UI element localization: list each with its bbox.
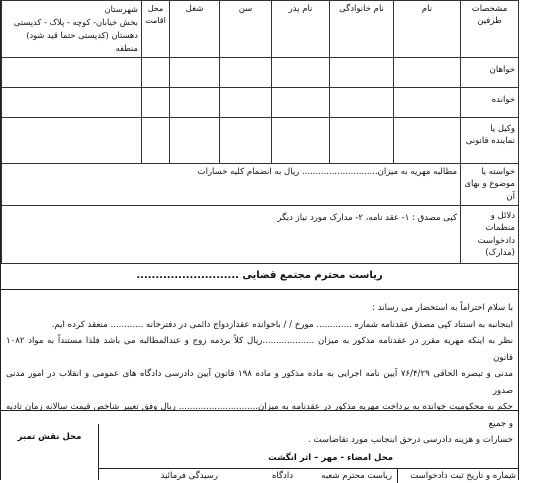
divider — [1, 289, 518, 290]
body-line-2: اینجانبه به استناد کپی مصدق عقدنامه شماره ............. مورخ / / باخوانده عقدازدواج دائمی در دفترخانه ............ منعقد کرده ایم. — [51, 319, 513, 330]
header-address — [2, 1, 142, 58]
label-attorney: وکیل یا نماینده قانونی — [461, 118, 519, 164]
cell-plaintiff-job[interactable] — [170, 58, 220, 88]
registration-number: شماره و تاریخ ثبت دادخواست — [410, 471, 516, 481]
bottom-section — [1, 424, 518, 480]
cell-defendant-name[interactable] — [394, 88, 461, 118]
cell-plaintiff-surname[interactable] — [330, 58, 394, 88]
cell-defendant-address[interactable] — [2, 88, 142, 118]
cell-attorney-address[interactable] — [2, 118, 142, 164]
signature-label: محل امضاء - مهر – اثر انگشت — [268, 453, 393, 463]
label-claim: خواسته یا موضوع و بهای آن — [461, 164, 519, 206]
cell-plaintiff-father[interactable] — [272, 58, 330, 88]
row-claim — [2, 164, 519, 206]
header-name: نام — [394, 1, 461, 58]
header-surname: نام خانوادگی — [330, 1, 394, 58]
cell-attorney-age[interactable] — [220, 118, 272, 164]
address-line-2: بخش خیابان- کوچه - پلاک - کدپستی — [13, 16, 138, 27]
court-title: ریاست محترم مجتمع قضایی ........................... — [136, 270, 383, 281]
cell-attorney-residence[interactable] — [142, 118, 170, 164]
address-line-3: دهستان (کدپستی حتما قید شود) — [26, 29, 138, 40]
stamp-area: محل نقش تمبر — [1, 424, 99, 480]
row-defendant — [2, 88, 519, 118]
cell-defendant-father[interactable] — [272, 88, 330, 118]
label-defendant: خوانده — [461, 88, 519, 118]
body-line-1: با سلام احتراماً به استحضار می رساند : — [372, 303, 513, 313]
evidence-text[interactable]: کپی مصدق : ۱- عقد نامه، ۲- مدارک مورد نیاز دیگر — [2, 206, 461, 264]
parties-table — [1, 0, 519, 264]
cell-attorney-surname[interactable] — [330, 118, 394, 164]
header-father-name: نام پدر — [272, 1, 330, 58]
cell-defendant-surname[interactable] — [330, 88, 394, 118]
cell-defendant-age[interactable] — [220, 88, 272, 118]
address-line-1: شهرستان — [104, 4, 138, 14]
header-parties: مشخصات طرفین — [461, 1, 519, 58]
cell-attorney-job[interactable] — [170, 118, 220, 164]
header-job: شغل — [170, 1, 220, 58]
body-line-6: خسارات و هزینه دادرسی درحق اینجانب مورد تقاضاست . — [307, 435, 513, 445]
cell-attorney-father[interactable] — [272, 118, 330, 164]
body-line-4: مدنی و تبصره الحاقی ۷۶/۴/۲۹ آیین نامه اجرایی به ماده مذکور و ماده ۱۹۸ قانون آیین دادرسی دادگاه های عمومی و انقلاب در امور مدنی صدور — [6, 369, 514, 396]
label-evidence: دلائل و منظمات دادخواست (مدارک) — [461, 206, 519, 264]
cell-plaintiff-address[interactable] — [2, 58, 142, 88]
cell-plaintiff-name[interactable] — [394, 58, 461, 88]
cell-divider — [397, 469, 398, 483]
cell-plaintiff-age[interactable] — [220, 58, 272, 88]
cell-defendant-job[interactable] — [170, 88, 220, 118]
branch-head: ریاست محترم شعبه — [321, 471, 392, 481]
court-label: دادگاه — [271, 471, 293, 481]
divider-bottom — [1, 410, 518, 411]
review-request: رسیدگی فرمائید — [160, 471, 218, 481]
cell-defendant-residence[interactable] — [142, 88, 170, 118]
row-plaintiff — [2, 58, 519, 88]
address-line-4: منطقه — [115, 42, 138, 53]
body-line-5: حکم به محکومیت خوانده به پرداخت مهریه مذکور در عقدنامه به میزان............................. ریال وفق تغییر شاخص قیمت سالانه زمان تادیه و جمیع — [6, 402, 513, 429]
claim-text[interactable]: مطالبه مهریه به میزان............................ ریال به انضمام کلیه خسارات — [2, 164, 461, 206]
header-residence: محل اقامت — [142, 1, 170, 58]
body-line-3: نظر به اینکه مهریه مقرر در عقدنامه مذکور به میزان ...................ریال کلاً برذمه زوج و عندالمطالبه می باشد فلذا مستنداً به مواد ۱۰۸۲ قانون — [6, 336, 513, 363]
cell-plaintiff-residence[interactable] — [142, 58, 170, 88]
signature-area — [99, 424, 518, 480]
label-plaintiff: خواهان — [461, 58, 519, 88]
header-row — [2, 1, 519, 58]
cell-attorney-name[interactable] — [394, 118, 461, 164]
row-evidence — [2, 206, 519, 264]
row-attorney — [2, 118, 519, 164]
header-age: سن — [220, 1, 272, 58]
registration-row — [99, 468, 518, 483]
